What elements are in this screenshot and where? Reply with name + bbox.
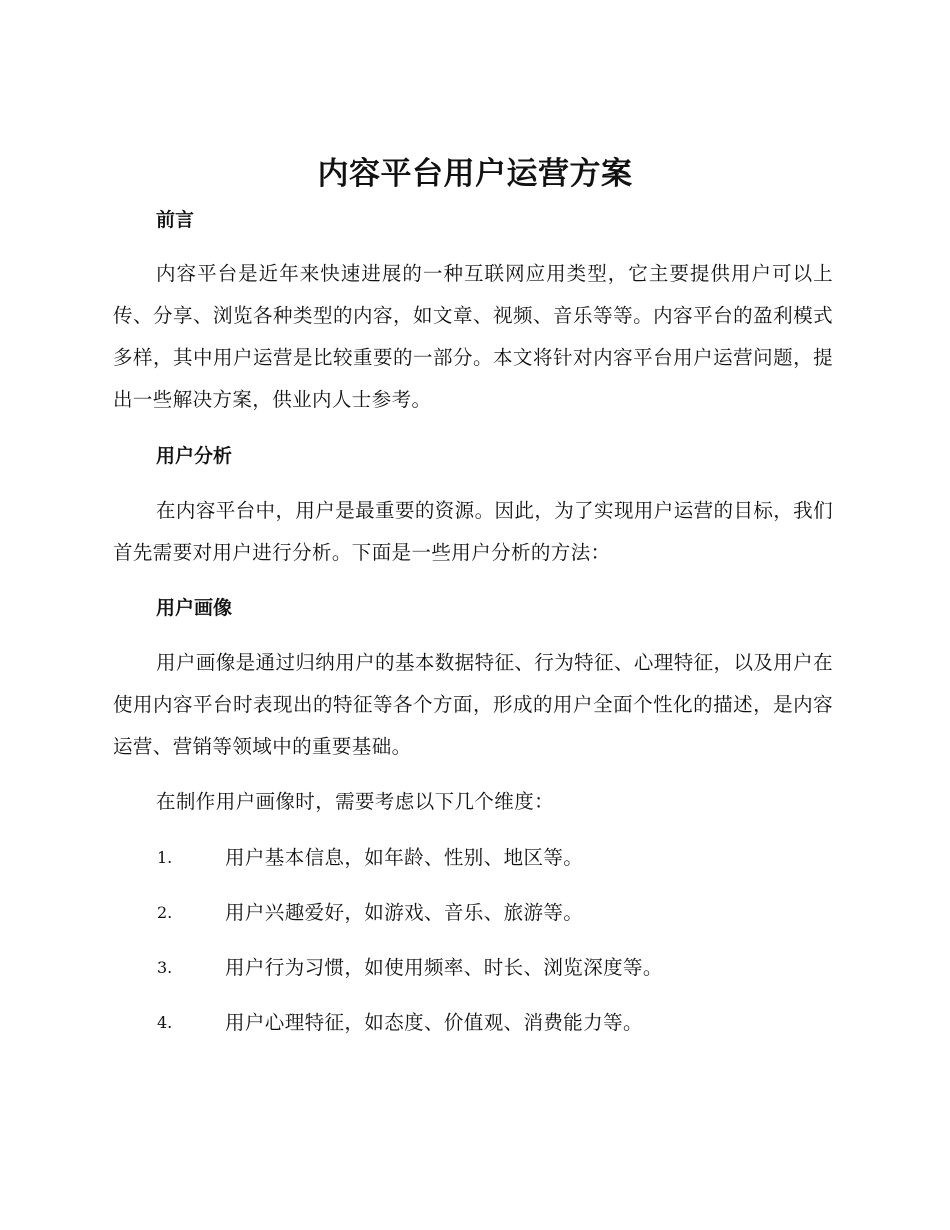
list-item-number: 3.: [157, 958, 173, 977]
list-item-text: 用户基本信息，如年龄、性别、地区等。: [225, 846, 584, 869]
section-heading-preface: 前言: [156, 209, 195, 231]
list-item-number: 4.: [157, 1013, 173, 1032]
user-analysis-paragraph: 在内容平台中，用户是最重要的资源。因此，为了实现用户运营的目标，我们首先需要对用户进行分析。下面是一些用户分析的方法：: [113, 499, 833, 564]
list-item-text: 用户兴趣爱好，如游戏、音乐、旅游等。: [225, 901, 584, 924]
section-heading-user-analysis: 用户分析: [156, 445, 233, 467]
section-heading-user-profile: 用户画像: [156, 597, 233, 619]
list-item-text: 用户行为习惯，如使用频率、时长、浏览深度等。: [225, 956, 663, 979]
user-profile-intro: 在制作用户画像时，需要考虑以下几个维度：: [156, 790, 555, 813]
document-title: 内容平台用户运营方案: [317, 156, 633, 192]
list-item-number: 2.: [157, 903, 173, 922]
list-item-text: 用户心理特征，如态度、价值观、消费能力等。: [225, 1011, 643, 1034]
list-item-number: 1.: [157, 848, 173, 867]
user-profile-paragraph: 用户画像是通过归纳用户的基本数据特征、行为特征、心理特征，以及用户在使用内容平台时表现出的特征等各个方面，形成的用户全面个性化的描述，是内容运营、营销等领域中的重要基础。: [113, 651, 833, 758]
preface-paragraph: 内容平台是近年来快速进展的一种互联网应用类型，它主要提供用户可以上传、分享、浏览各种类型的内容，如文章、视频、音乐等等。内容平台的盈利模式多样，其中用户运营是比较重要的一部分。本文将针对内容平台用户运营问题，提出一些解决方案，供业内人士参考。: [113, 262, 833, 411]
